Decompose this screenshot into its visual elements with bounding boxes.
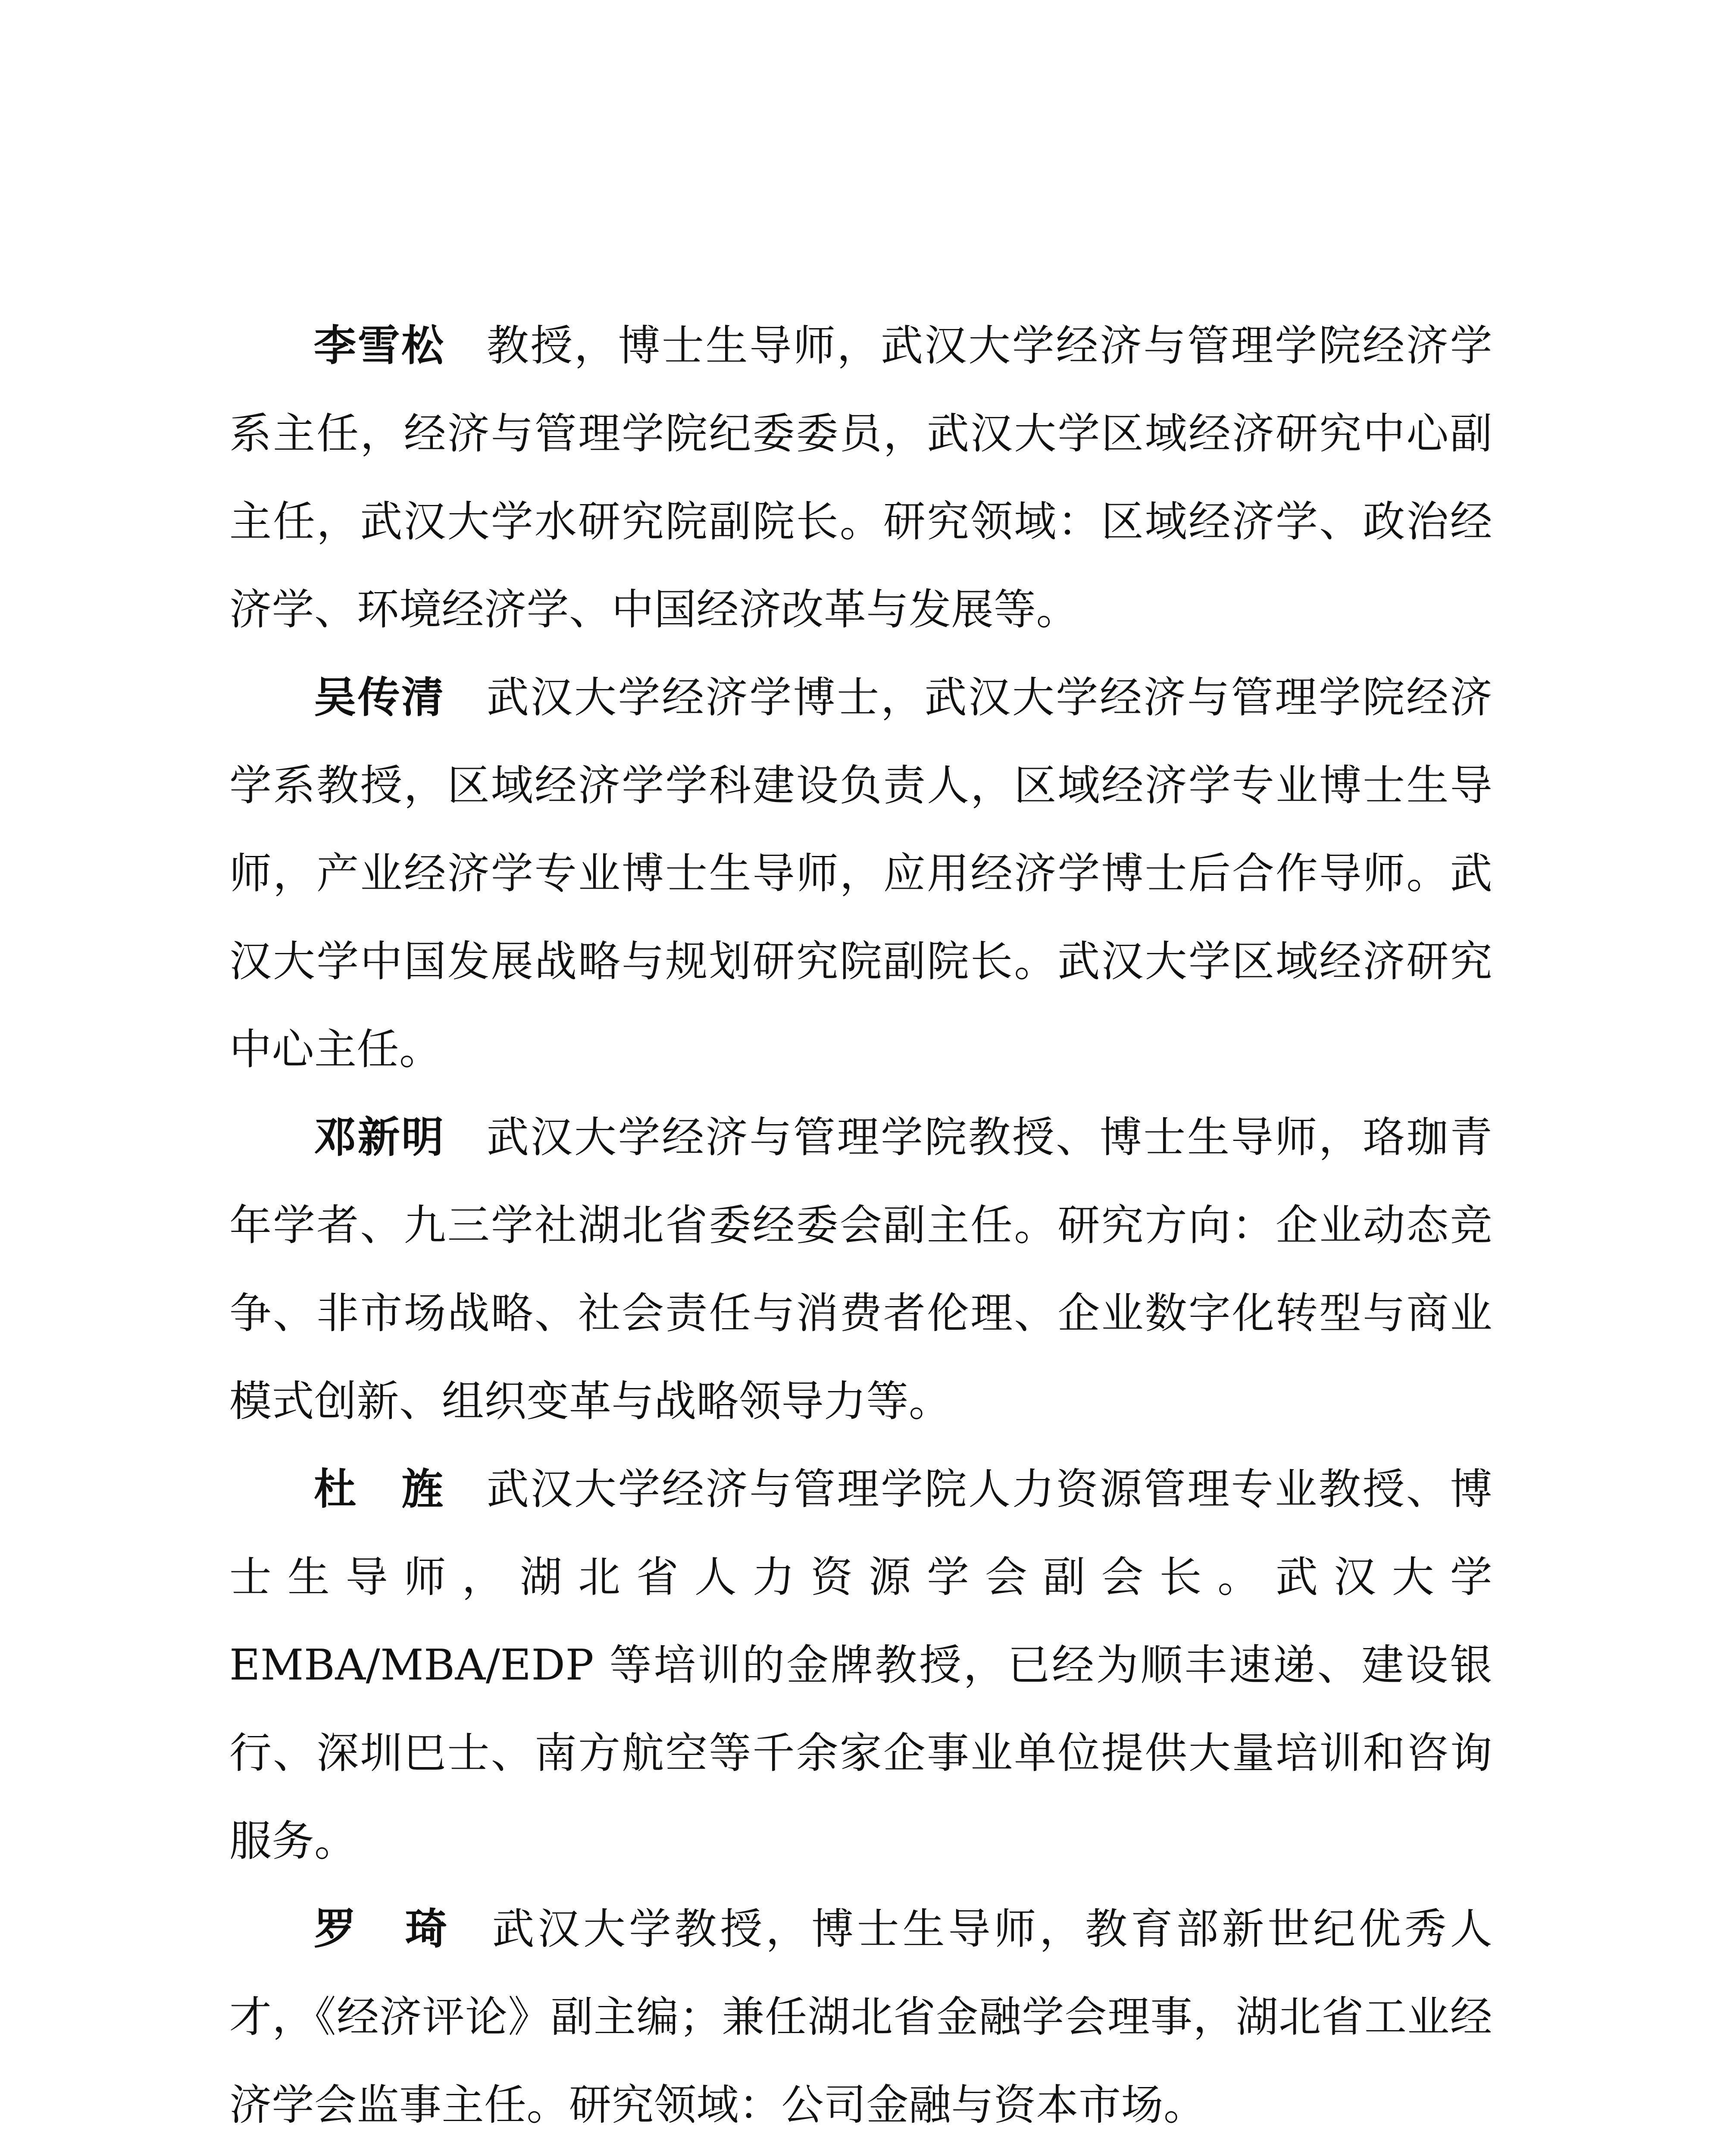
bio-paragraph	[229, 1445, 1492, 1885]
bio-paragraph	[229, 654, 1492, 1094]
bio-paragraph	[229, 302, 1492, 654]
page-content	[229, 302, 1492, 2156]
section-heading	[229, 2149, 1492, 2156]
person-name: 杜 旌	[314, 1465, 445, 1514]
person-name: 吴传清	[314, 673, 445, 722]
bio-text: 教授，博士生导师，武汉大学经济与管理学院经济学系主任，经济与管理学院纪委委员，武汉大学区域经济研究中心副主任，武汉大学水研究院副院长。研究领域：区域经济学、政治经济学、环境经济学、中国经济改革与发展等。	[229, 321, 1492, 634]
bio-text: 武汉大学经济学博士，武汉大学经济与管理学院经济学系教授，区域经济学学科建设负责人，区域经济学专业博士生导师，产业经济学专业博士生导师，应用经济学博士后合作导师。武汉大学中国发展战略与规划研究院副院长。武汉大学区域经济研究中心主任。	[229, 673, 1492, 1074]
bio-text: 武汉大学经济与管理学院教授、博士生导师，珞珈青年学者、九三学社湖北省委经委会副主任。研究方向：企业动态竞争、非市场战略、社会责任与消费者伦理、企业数字化转型与商业模式创新、组织变革与战略领导力等。	[229, 1113, 1492, 1426]
person-name: 罗 琦	[314, 1905, 451, 1954]
bio-paragraph	[229, 1885, 1492, 2149]
person-name: 邓新明	[314, 1113, 445, 1162]
bio-paragraph	[229, 1094, 1492, 1445]
person-name: 李雪松	[314, 321, 445, 370]
bio-text: 武汉大学经济与管理学院人力资源管理专业教授、博士生导师，湖北省人力资源学会副会长。武汉大学 EMBA/MBA/EDP 等培训的金牌教授，已经为顺丰速递、建设银行、深圳巴士、南方航空等千余家企事业单位提供大量培训和咨询服务。	[229, 1465, 1492, 1866]
bio-text: 武汉大学教授，博士生导师，教育部新世纪优秀人才，《经济评论》副主编；兼任湖北省金融学会理事，湖北省工业经济学会监事主任。研究领域：公司金融与资本市场。	[229, 1905, 1492, 2130]
